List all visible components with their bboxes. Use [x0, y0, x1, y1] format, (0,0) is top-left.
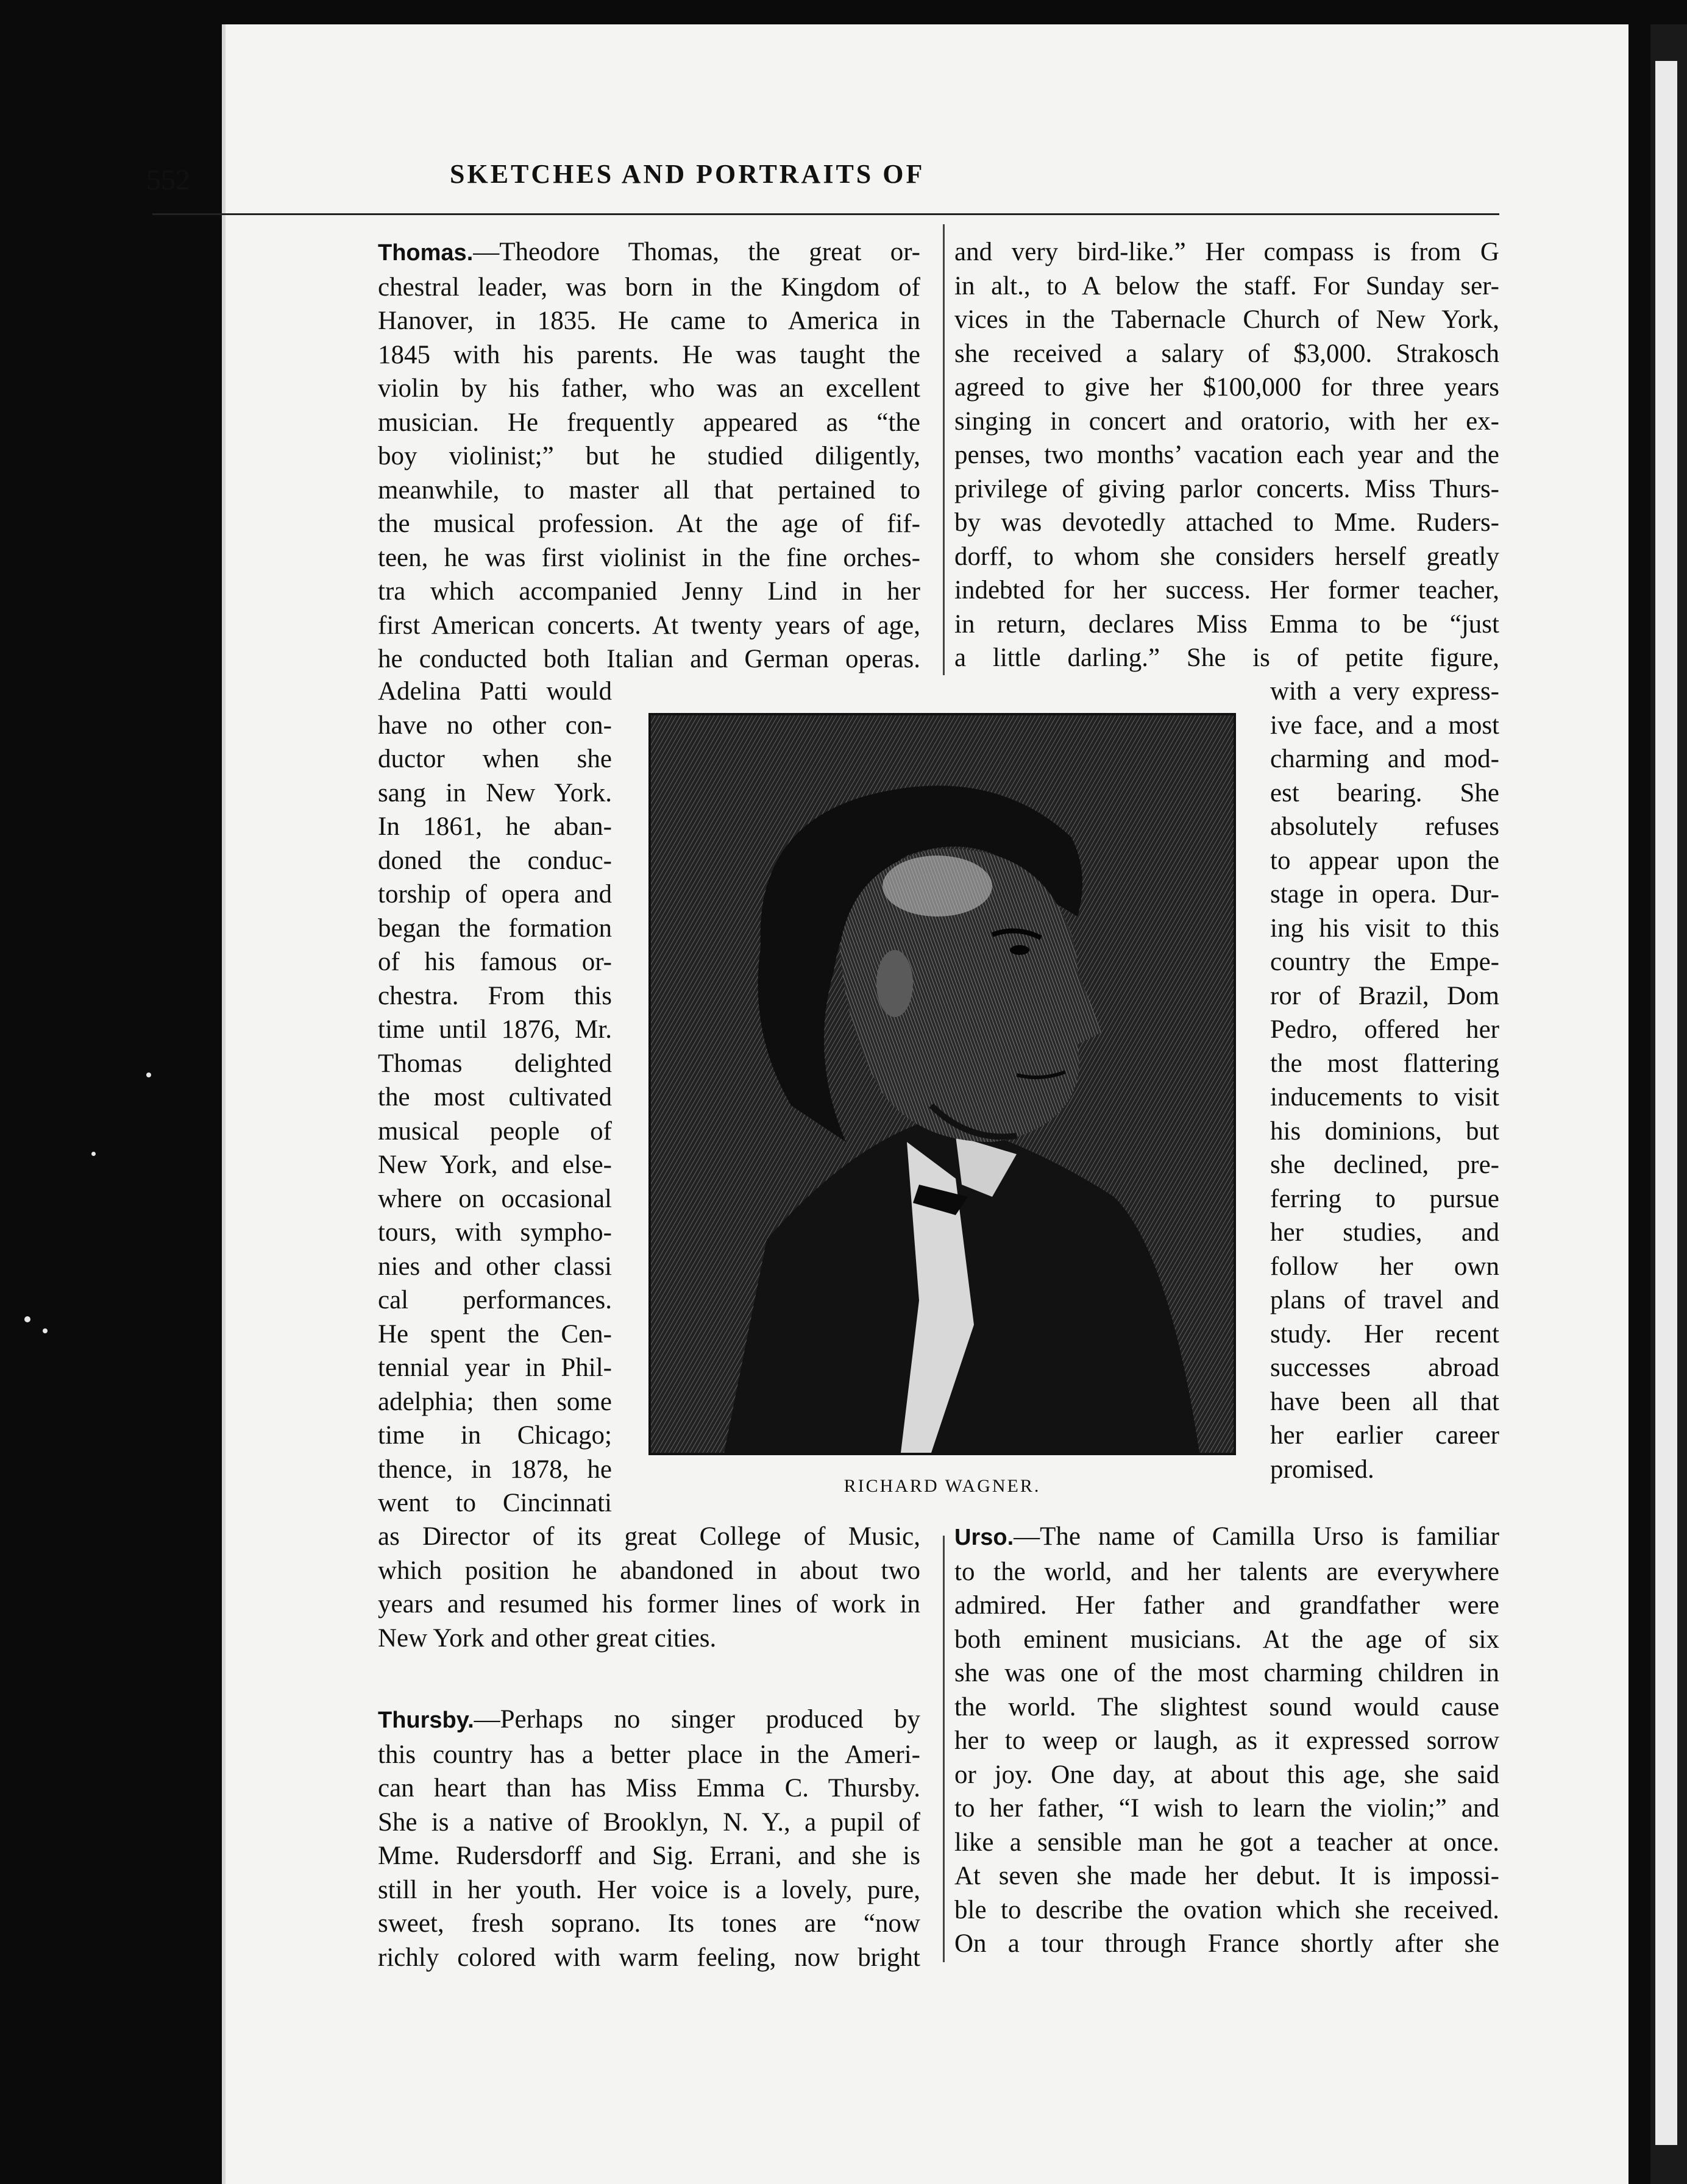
text-line: with a very express- [1270, 677, 1499, 706]
text-line: her studies, and [1270, 1218, 1499, 1247]
text-line: She is a native of Brooklyn, N. Y., a pupil of [378, 1807, 920, 1837]
text-line: can heart than has Miss Emma C. Thursby. [378, 1774, 920, 1803]
text-line: to the world, and her talents are everywhere [954, 1557, 1499, 1586]
text-line: years and resumed his former lines of work in [378, 1590, 920, 1618]
thomas-paragraph-bottom [378, 1520, 920, 1655]
text-line: Thomas delighted [378, 1049, 612, 1078]
running-head: SKETCHES AND PORTRAITS OF [450, 159, 925, 189]
text-line: Pedro, offered her [1270, 1015, 1499, 1044]
text-line: went to Cincinnati [378, 1489, 612, 1517]
text-line: a little darling.” She is of petite figure, [954, 644, 1499, 672]
text-line [954, 1520, 1499, 1555]
text-line: promised. [1270, 1455, 1374, 1484]
text-line: boy violinist;” but he studied diligently, [378, 442, 920, 470]
text-line: On a tour through France shortly after she [954, 1929, 1499, 1958]
portrait-caption: RICHARD WAGNER. [843, 1476, 1041, 1496]
text-line: indebted for her success. Her former teacher, [954, 576, 1499, 604]
text-line: the most cultivated [378, 1083, 612, 1112]
dust-speck [146, 1072, 151, 1077]
text-line: both eminent musicians. At the age of six [954, 1625, 1499, 1654]
text-line: her to weep or laugh, as it expressed sorrow [954, 1726, 1499, 1755]
text-line: ductor when she [378, 745, 612, 773]
section-runin-heading: Thursby. [378, 1707, 474, 1733]
text-line: torship of opera and [378, 880, 612, 909]
text-line: tours, with sympho- [378, 1218, 612, 1247]
text-line: inducements to visit [1270, 1083, 1499, 1112]
text-line: she declined, pre- [1270, 1150, 1499, 1179]
text-line: doned the conduc- [378, 846, 612, 875]
text-line: sweet, fresh soprano. Its tones are “now [378, 1909, 920, 1938]
text-line: as Director of its great College of Music, [378, 1522, 920, 1551]
text-line: where on occasional [378, 1184, 612, 1213]
thursby-continued-top [954, 235, 1499, 675]
text-line: ror of Brazil, Dom [1270, 981, 1499, 1010]
text-line: like a sensible man he got a teacher at once. [954, 1828, 1499, 1857]
text-line: chestral leader, was born in the Kingdom of [378, 272, 920, 302]
column-rule-bottom [943, 1536, 945, 1962]
text-line: chestra. From this [378, 981, 612, 1010]
page-number: 552 [146, 164, 190, 196]
text-line: penses, two months’ vacation each year and the [954, 441, 1499, 469]
text-line: teen, he was first violinist in the fine orches- [378, 543, 920, 572]
text-line: sang in New York. [378, 778, 612, 807]
dust-speck [43, 1328, 48, 1333]
page-header [146, 151, 1498, 212]
text-line: ble to describe the ovation which she received. [954, 1895, 1499, 1924]
text-line: tennial year in Phil- [378, 1353, 612, 1382]
facing-page-strip [1655, 61, 1677, 2145]
text-line: Adelina Patti would [378, 677, 612, 706]
text-line: admired. Her father and grandfather were [954, 1591, 1499, 1620]
text-line: At seven she made her debut. It is impossi- [954, 1862, 1499, 1890]
column-rule-top [943, 224, 945, 675]
facing-page-edge [1650, 24, 1687, 2184]
portrait-illustration [651, 715, 1234, 1453]
text-line: the musical profession. At the age of fif- [378, 509, 920, 538]
text-line: by was devotedly attached to Mme. Ruders- [954, 508, 1499, 537]
text-line: New York and other great cities. [378, 1623, 717, 1653]
header-rule [152, 213, 1499, 215]
text-line: to her father, “I wish to learn the violin;” and [954, 1794, 1499, 1823]
text-line: follow her own [1270, 1252, 1499, 1281]
text-line: Mme. Rudersdorff and Sig. Errani, and she is [378, 1842, 920, 1870]
text-line: time in Chicago; [378, 1421, 612, 1450]
text-line: agreed to give her $100,000 for three years [954, 373, 1499, 402]
text-line: the most flattering [1270, 1049, 1499, 1078]
text-line: he conducted both Italian and German operas. [378, 645, 920, 673]
text-line: his dominions, but [1270, 1116, 1499, 1146]
text-line: nies and other classi [378, 1252, 612, 1281]
text-line: have been all that [1270, 1387, 1499, 1416]
text-line: thence, in 1878, he [378, 1455, 612, 1484]
text-line: she received a salary of $3,000. Strakosch [954, 339, 1499, 368]
text-line-rest: —Theodore Thomas, the great or- [473, 238, 920, 266]
text-line: began the formation [378, 913, 612, 943]
thomas-paragraph-top [378, 235, 920, 676]
text-line: first American concerts. At twenty years of age, [378, 611, 920, 640]
text-line: or joy. One day, at about this age, she said [954, 1760, 1499, 1789]
thursby-paragraph [378, 1703, 920, 1974]
thursby-continued-wrap [1270, 675, 1499, 1486]
text-line: richly colored with warm feeling, now bright [378, 1943, 920, 1972]
text-line: country the Empe- [1270, 948, 1499, 976]
text-line-rest: —Perhaps no singer produced by [474, 1705, 920, 1734]
text-line: He spent the Cen- [378, 1319, 612, 1349]
text-line: in return, declares Miss Emma to be “just [954, 609, 1499, 639]
text-line: In 1861, he aban- [378, 812, 612, 841]
text-line: est bearing. She [1270, 778, 1499, 807]
text-line: ferring to pursue [1270, 1184, 1499, 1213]
text-line: of his famous or- [378, 948, 612, 976]
text-line: ive face, and a most [1270, 711, 1499, 740]
text-line: tra which accompanied Jenny Lind in her [378, 577, 920, 606]
text-line: ing his visit to this [1270, 913, 1499, 943]
text-line [378, 1703, 920, 1738]
text-line: violin by his father, who was an excellent [378, 374, 920, 403]
text-line: stage in opera. Dur- [1270, 880, 1499, 909]
text-line-rest: —The name of Camilla Urso is familiar [1014, 1522, 1499, 1551]
text-line: the world. The slightest sound would cause [954, 1692, 1499, 1721]
section-runin-heading: Thomas. [378, 240, 474, 266]
text-line: successes abroad [1270, 1353, 1499, 1382]
thomas-paragraph-wrap [378, 675, 612, 1520]
text-line: in alt., to A below the staff. For Sunday ser- [954, 271, 1499, 300]
text-line: vices in the Tabernacle Church of New York, [954, 305, 1499, 334]
text-line: which position he abandoned in about two [378, 1556, 920, 1585]
dust-speck [24, 1316, 30, 1322]
text-line: this country has a better place in the Ameri- [378, 1740, 920, 1769]
text-line [378, 235, 920, 271]
text-line: privilege of giving parlor concerts. Miss Thurs- [954, 474, 1499, 503]
urso-paragraph [954, 1520, 1499, 1961]
text-line: to appear upon the [1270, 846, 1499, 875]
text-line: adelphia; then some [378, 1387, 612, 1416]
text-line: musical people of [378, 1116, 612, 1146]
text-line: still in her youth. Her voice is a lovely, pure, [378, 1875, 920, 1904]
text-line: absolutely refuses [1270, 812, 1499, 841]
text-line: study. Her recent [1270, 1319, 1499, 1349]
text-line: dorff, to whom she considers herself greatly [954, 542, 1499, 571]
dust-speck [91, 1152, 96, 1156]
text-line: New York, and else- [378, 1150, 612, 1179]
text-line: charming and mod- [1270, 745, 1499, 773]
text-line: time until 1876, Mr. [378, 1015, 612, 1044]
text-line: she was one of the most charming children in [954, 1659, 1499, 1687]
text-line: meanwhile, to master all that pertained to [378, 475, 920, 505]
text-line: Hanover, in 1835. He came to America in [378, 307, 920, 335]
text-line: singing in concert and oratorio, with her ex- [954, 406, 1499, 436]
text-line: musician. He frequently appeared as “the [378, 408, 920, 437]
text-line: cal performances. [378, 1286, 612, 1314]
text-line: her earlier career [1270, 1421, 1499, 1450]
section-runin-heading: Urso. [954, 1525, 1014, 1550]
wagner-portrait-engraving [648, 713, 1236, 1455]
text-line: and very bird-like.” Her compass is from G [954, 238, 1499, 266]
text-line: have no other con- [378, 711, 612, 740]
text-line: plans of travel and [1270, 1286, 1499, 1314]
text-line: 1845 with his parents. He was taught the [378, 340, 920, 369]
